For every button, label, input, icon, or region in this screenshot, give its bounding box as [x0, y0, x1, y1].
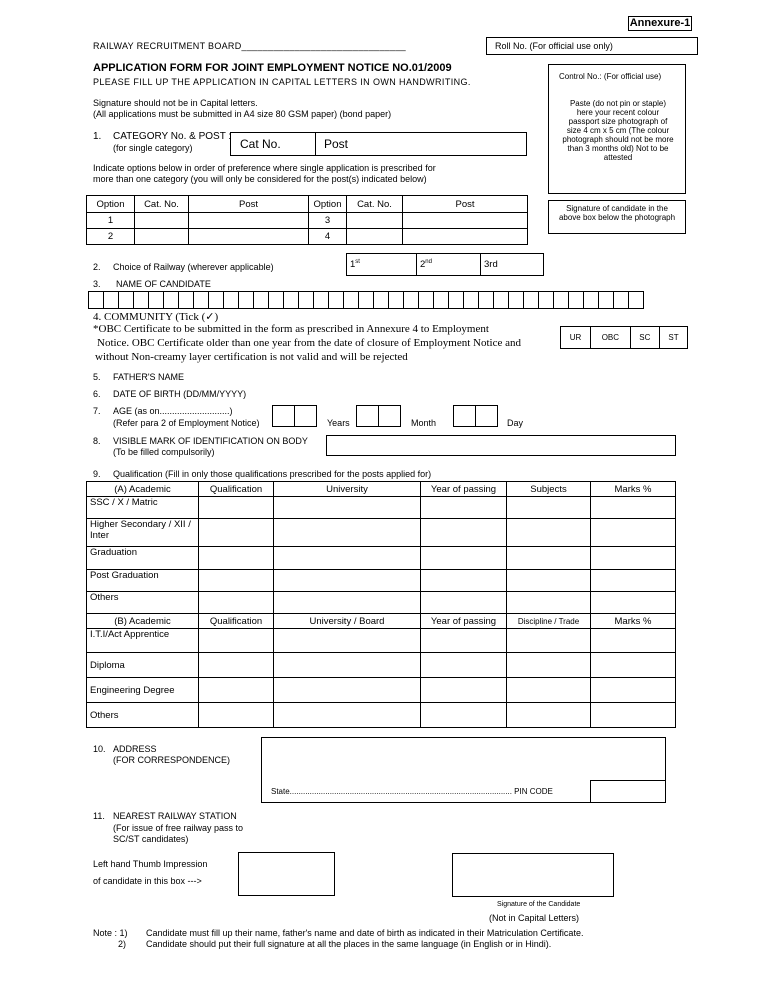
- name-letter-cell[interactable]: [448, 291, 464, 309]
- q8-number: 8.: [93, 436, 101, 446]
- name-letter-cell[interactable]: [568, 291, 584, 309]
- option-cell[interactable]: [135, 213, 189, 229]
- qual-cell[interactable]: [274, 519, 421, 547]
- name-letter-cell[interactable]: [178, 291, 194, 309]
- age-month-digit-1[interactable]: [356, 405, 379, 427]
- qual-row-label: Diploma: [87, 653, 199, 678]
- qual-cell[interactable]: [507, 653, 591, 678]
- q3-number: 3.: [93, 279, 101, 289]
- age-day-digit-1[interactable]: [453, 405, 476, 427]
- q1-sub: (for single category): [113, 143, 193, 153]
- signature-note: Signature should not be in Capital letters.: [93, 98, 258, 108]
- option-number: 4: [309, 229, 347, 245]
- name-letter-cell[interactable]: [223, 291, 239, 309]
- q5-label: FATHER'S NAME: [113, 372, 185, 382]
- qual-row-label: Higher Secondary / XII / Inter: [87, 519, 199, 547]
- name-letter-cell[interactable]: [583, 291, 599, 309]
- board-line: RAILWAY RECRUITMENT BOARD_______________________________: [93, 41, 406, 51]
- years-label: Years: [327, 418, 350, 428]
- form-title: APPLICATION FORM FOR JOINT EMPLOYMENT NOTICE NO.01/2009: [93, 62, 452, 74]
- qual-header: Qualification: [199, 482, 274, 497]
- community-ur[interactable]: UR: [561, 327, 591, 349]
- qual-cell[interactable]: [274, 678, 421, 703]
- name-letter-cell[interactable]: [88, 291, 104, 309]
- name-letter-cell[interactable]: [613, 291, 629, 309]
- option-cell[interactable]: [135, 229, 189, 245]
- qual-row-label: Others: [87, 703, 199, 728]
- name-letter-cell[interactable]: [328, 291, 344, 309]
- thumb-label-2: of candidate in this box --->: [93, 876, 202, 886]
- qual-cell[interactable]: [507, 570, 591, 592]
- note-2-label: 2): [118, 939, 127, 949]
- name-letter-cell[interactable]: [553, 291, 569, 309]
- name-letter-cell[interactable]: [478, 291, 494, 309]
- table-row: [87, 653, 676, 678]
- railway-choice-2[interactable]: [417, 254, 481, 276]
- railway-choice-table: [346, 253, 544, 276]
- q10-sub: (FOR CORRESPONDENCE): [113, 755, 231, 765]
- qual-cell[interactable]: [199, 629, 274, 653]
- q11-number: 11.: [93, 811, 105, 821]
- name-letter-cell[interactable]: [508, 291, 524, 309]
- qual-row-label: I.T.I/Act Apprentice: [87, 629, 199, 653]
- table-row: [87, 703, 676, 728]
- choice-2-suffix: nd: [425, 258, 432, 265]
- qual-row-label: SSC / X / Matric: [87, 497, 199, 519]
- q7-number: 7.: [93, 406, 101, 416]
- option-number: 2: [87, 229, 135, 245]
- qual-header: University / Board: [274, 614, 421, 629]
- cat-no-label: Cat No.: [240, 137, 281, 151]
- options-header: Cat. No.: [135, 196, 189, 213]
- thumb-impression-box[interactable]: [238, 852, 335, 896]
- q11-sub-2: SC/ST candidates): [113, 834, 189, 844]
- q8-sub: (To be filled compulsorily): [113, 447, 215, 457]
- post-label: Post: [324, 137, 349, 151]
- q2-label: Choice of Railway (wherever applicable): [113, 262, 274, 272]
- name-letter-cell[interactable]: [133, 291, 149, 309]
- option-cell[interactable]: [189, 213, 309, 229]
- name-input-cells[interactable]: [89, 291, 644, 309]
- railway-choice-1[interactable]: [347, 254, 417, 276]
- candidate-signature-box[interactable]: [452, 853, 614, 897]
- option-number: 3: [309, 213, 347, 229]
- qual-header: Marks %: [591, 482, 676, 497]
- qual-cell[interactable]: [274, 703, 421, 728]
- table-row: [87, 592, 676, 614]
- name-letter-cell[interactable]: [403, 291, 419, 309]
- table-row: [87, 547, 676, 570]
- options-header: Option: [87, 196, 135, 213]
- qual-header: University: [274, 482, 421, 497]
- name-letter-cell[interactable]: [238, 291, 254, 309]
- qual-row-label: Others: [87, 592, 199, 614]
- cat-no-field[interactable]: [231, 133, 316, 155]
- name-letter-cell[interactable]: [118, 291, 134, 309]
- name-letter-cell[interactable]: [193, 291, 209, 309]
- category-post-box[interactable]: [230, 132, 527, 156]
- qual-cell[interactable]: [507, 703, 591, 728]
- q4-line-1: *OBC Certificate to be submitted in the form as prescribed in Annexure 4 to Employment: [93, 323, 489, 335]
- note-1-label: Note : 1): [93, 928, 128, 938]
- q11-label: NEAREST RAILWAY STATION: [113, 811, 237, 821]
- form-subtitle: PLEASE FILL UP THE APPLICATION IN CAPITAL LETTERS IN OWN HANDWRITING.: [93, 77, 471, 87]
- control-no: Control No.: (For official use): [559, 72, 662, 81]
- qual-header: Year of passing: [421, 614, 507, 629]
- name-letter-cell[interactable]: [433, 291, 449, 309]
- qual-row-label: Engineering Degree: [87, 678, 199, 703]
- q3-label: NAME OF CANDIDATE: [116, 279, 211, 289]
- name-letter-cell[interactable]: [358, 291, 374, 309]
- table-row: [87, 213, 528, 229]
- name-letter-cell[interactable]: [163, 291, 179, 309]
- qual-cell[interactable]: [591, 629, 676, 653]
- q6-label: DATE OF BIRTH (DD/MM/YYYY): [113, 389, 247, 399]
- qual-row-label: Graduation: [87, 547, 199, 570]
- qual-cell[interactable]: [199, 497, 274, 519]
- options-header: Option: [309, 196, 347, 213]
- q5-number: 5.: [93, 372, 101, 382]
- options-table: [86, 195, 528, 245]
- qual-cell[interactable]: [591, 519, 676, 547]
- qual-cell[interactable]: [199, 570, 274, 592]
- table-row: [87, 229, 528, 245]
- qual-cell[interactable]: [199, 678, 274, 703]
- candidate-signature-sub: (Not in Capital Letters): [489, 913, 580, 923]
- name-letter-cell[interactable]: [208, 291, 224, 309]
- paper-note: (All applications must be submitted in A4 size 80 GSM paper) (bond paper): [93, 109, 392, 119]
- table-row: [87, 570, 676, 592]
- name-letter-cell[interactable]: [628, 291, 644, 309]
- name-letter-cell[interactable]: [103, 291, 119, 309]
- qual-cell[interactable]: [199, 547, 274, 570]
- name-letter-cell[interactable]: [493, 291, 509, 309]
- q11-sub-1: (For issue of free railway pass to: [113, 823, 244, 833]
- qual-cell[interactable]: [591, 592, 676, 614]
- options-note-2: more than one category (you will only be considered for the post(s) indicated below): [93, 174, 427, 184]
- state-pin-line: State.................................................................................................... PIN CODE: [271, 787, 553, 796]
- day-label: Day: [507, 418, 524, 428]
- name-letter-cell[interactable]: [268, 291, 284, 309]
- qual-cell[interactable]: [199, 703, 274, 728]
- candidate-signature-label: Signature of the Candidate: [497, 901, 581, 908]
- name-letter-cell[interactable]: [313, 291, 329, 309]
- q1-label: CATEGORY No. & POST :: [113, 131, 232, 142]
- community-sc[interactable]: SC: [630, 327, 659, 349]
- note-1-text: Candidate must fill up their name, father's name and date of birth as indicated in their Matriculation Certificate.: [146, 928, 584, 938]
- qual-cell[interactable]: [591, 678, 676, 703]
- qual-cell[interactable]: [421, 653, 507, 678]
- qual-cell[interactable]: [421, 629, 507, 653]
- q4-line-3: without Non-creamy layer certification is not valid and will be rejected: [95, 351, 408, 363]
- qual-cell[interactable]: [507, 547, 591, 570]
- qual-cell[interactable]: [507, 592, 591, 614]
- name-letter-cell[interactable]: [373, 291, 389, 309]
- qual-cell[interactable]: [421, 547, 507, 570]
- photo-signature-box[interactable]: Signature of candidate in the above box below the photograph: [548, 200, 686, 234]
- pin-code-field[interactable]: [590, 780, 666, 803]
- qual-cell[interactable]: [507, 519, 591, 547]
- qual-cell[interactable]: [274, 570, 421, 592]
- qual-cell[interactable]: [199, 653, 274, 678]
- qual-cell[interactable]: [591, 570, 676, 592]
- q9-label: Qualification (Fill in only those qualifications prescribed for the posts applied for): [113, 469, 432, 479]
- name-letter-cell[interactable]: [148, 291, 164, 309]
- q7-label: AGE (as on............................): [113, 406, 233, 416]
- qual-cell[interactable]: [274, 592, 421, 614]
- qual-header: Qualification: [199, 614, 274, 629]
- table-row: [87, 678, 676, 703]
- qual-row-label: Post Graduation: [87, 570, 199, 592]
- q4-line-2: Notice. OBC Certificate older than one year from the date of closure of Employment Notice and: [97, 337, 521, 349]
- qual-cell[interactable]: [421, 678, 507, 703]
- qual-cell[interactable]: [199, 519, 274, 547]
- name-letter-cell[interactable]: [253, 291, 269, 309]
- option-cell[interactable]: [347, 229, 403, 245]
- railway-choice-3[interactable]: [481, 254, 544, 276]
- qual-cell[interactable]: [274, 497, 421, 519]
- identification-mark-field[interactable]: [326, 435, 676, 456]
- q2-number: 2.: [93, 262, 101, 272]
- qual-cell[interactable]: [274, 629, 421, 653]
- options-note-1: Indicate options below in order of preference where single application is prescribed for: [93, 163, 436, 173]
- qual-cell[interactable]: [591, 703, 676, 728]
- qual-cell[interactable]: [421, 703, 507, 728]
- name-letter-cell[interactable]: [598, 291, 614, 309]
- q8-label: VISIBLE MARK OF IDENTIFICATION ON BODY: [113, 436, 308, 446]
- qual-header: Discipline / Trade: [507, 614, 591, 629]
- qual-header: (B) Academic: [87, 614, 199, 629]
- table-row: [87, 519, 676, 547]
- qual-header: Year of passing: [421, 482, 507, 497]
- name-letter-cell[interactable]: [523, 291, 539, 309]
- q9-number: 9.: [93, 469, 101, 479]
- photo-instructions: Paste (do not pin or staple) here your recent colour passport size photograph of size 4 cm x 5 cm (The colour photograph should not be more than 3 months old) Not to be attested: [562, 99, 674, 162]
- community-st[interactable]: ST: [660, 327, 688, 349]
- name-letter-cell[interactable]: [283, 291, 299, 309]
- options-header: Cat. No.: [347, 196, 403, 213]
- qual-cell[interactable]: [507, 629, 591, 653]
- qual-cell[interactable]: [274, 547, 421, 570]
- choice-1-label: 1: [350, 259, 356, 271]
- qual-header: Subjects: [507, 482, 591, 497]
- qual-cell[interactable]: [199, 592, 274, 614]
- qualification-table: [86, 481, 676, 728]
- name-letter-cell[interactable]: [388, 291, 404, 309]
- option-cell[interactable]: [189, 229, 309, 245]
- q10-number: 10.: [93, 744, 106, 754]
- qual-header: (A) Academic: [87, 482, 199, 497]
- age-day-digit-2[interactable]: [475, 405, 498, 427]
- name-letter-cell[interactable]: [463, 291, 479, 309]
- thumb-label-1: Left hand Thumb Impression: [93, 859, 208, 869]
- option-cell[interactable]: [403, 213, 528, 229]
- qual-cell[interactable]: [507, 678, 591, 703]
- qual-cell[interactable]: [421, 497, 507, 519]
- qual-cell[interactable]: [591, 547, 676, 570]
- roll-no-box[interactable]: Roll No. (For official use only): [486, 37, 698, 55]
- option-number: 1: [87, 213, 135, 229]
- name-letter-cell[interactable]: [343, 291, 359, 309]
- age-years-digit-2[interactable]: [294, 405, 317, 427]
- choice-3-label: 3rd: [484, 259, 498, 270]
- qual-header: Marks %: [591, 614, 676, 629]
- table-row: [87, 497, 676, 519]
- name-letter-cell[interactable]: [418, 291, 434, 309]
- options-header: Post: [189, 196, 309, 213]
- name-letter-cell[interactable]: [298, 291, 314, 309]
- qual-cell[interactable]: [507, 497, 591, 519]
- option-cell[interactable]: [347, 213, 403, 229]
- qual-cell[interactable]: [591, 653, 676, 678]
- month-label: Month: [411, 418, 437, 428]
- qual-cell[interactable]: [274, 653, 421, 678]
- choice-1-suffix: st: [355, 258, 360, 265]
- community-obc[interactable]: OBC: [591, 327, 631, 349]
- options-header: Post: [403, 196, 528, 213]
- photo-box[interactable]: [548, 64, 686, 194]
- qual-cell[interactable]: [421, 570, 507, 592]
- age-years-digit-1[interactable]: [272, 405, 295, 427]
- table-row: [87, 629, 676, 653]
- q4-title: 4. COMMUNITY (Tick (✓): [93, 311, 219, 323]
- q6-number: 6.: [93, 389, 101, 399]
- option-cell[interactable]: [403, 229, 528, 245]
- community-table: [560, 326, 688, 349]
- note-2-text: Candidate should put their full signature at all the places in the same language (in English or in Hindi).: [146, 939, 552, 949]
- q1-number: 1.: [93, 131, 102, 142]
- q7-sub: (Refer para 2 of Employment Notice): [113, 418, 260, 428]
- annexure-label: Annexure-1: [629, 17, 691, 29]
- age-month-digit-2[interactable]: [378, 405, 401, 427]
- qual-cell[interactable]: [421, 592, 507, 614]
- qual-cell[interactable]: [591, 497, 676, 519]
- name-letter-cell[interactable]: [538, 291, 554, 309]
- choice-2-label: 2: [420, 259, 426, 271]
- qual-cell[interactable]: [421, 519, 507, 547]
- q10-label: ADDRESS: [113, 744, 157, 754]
